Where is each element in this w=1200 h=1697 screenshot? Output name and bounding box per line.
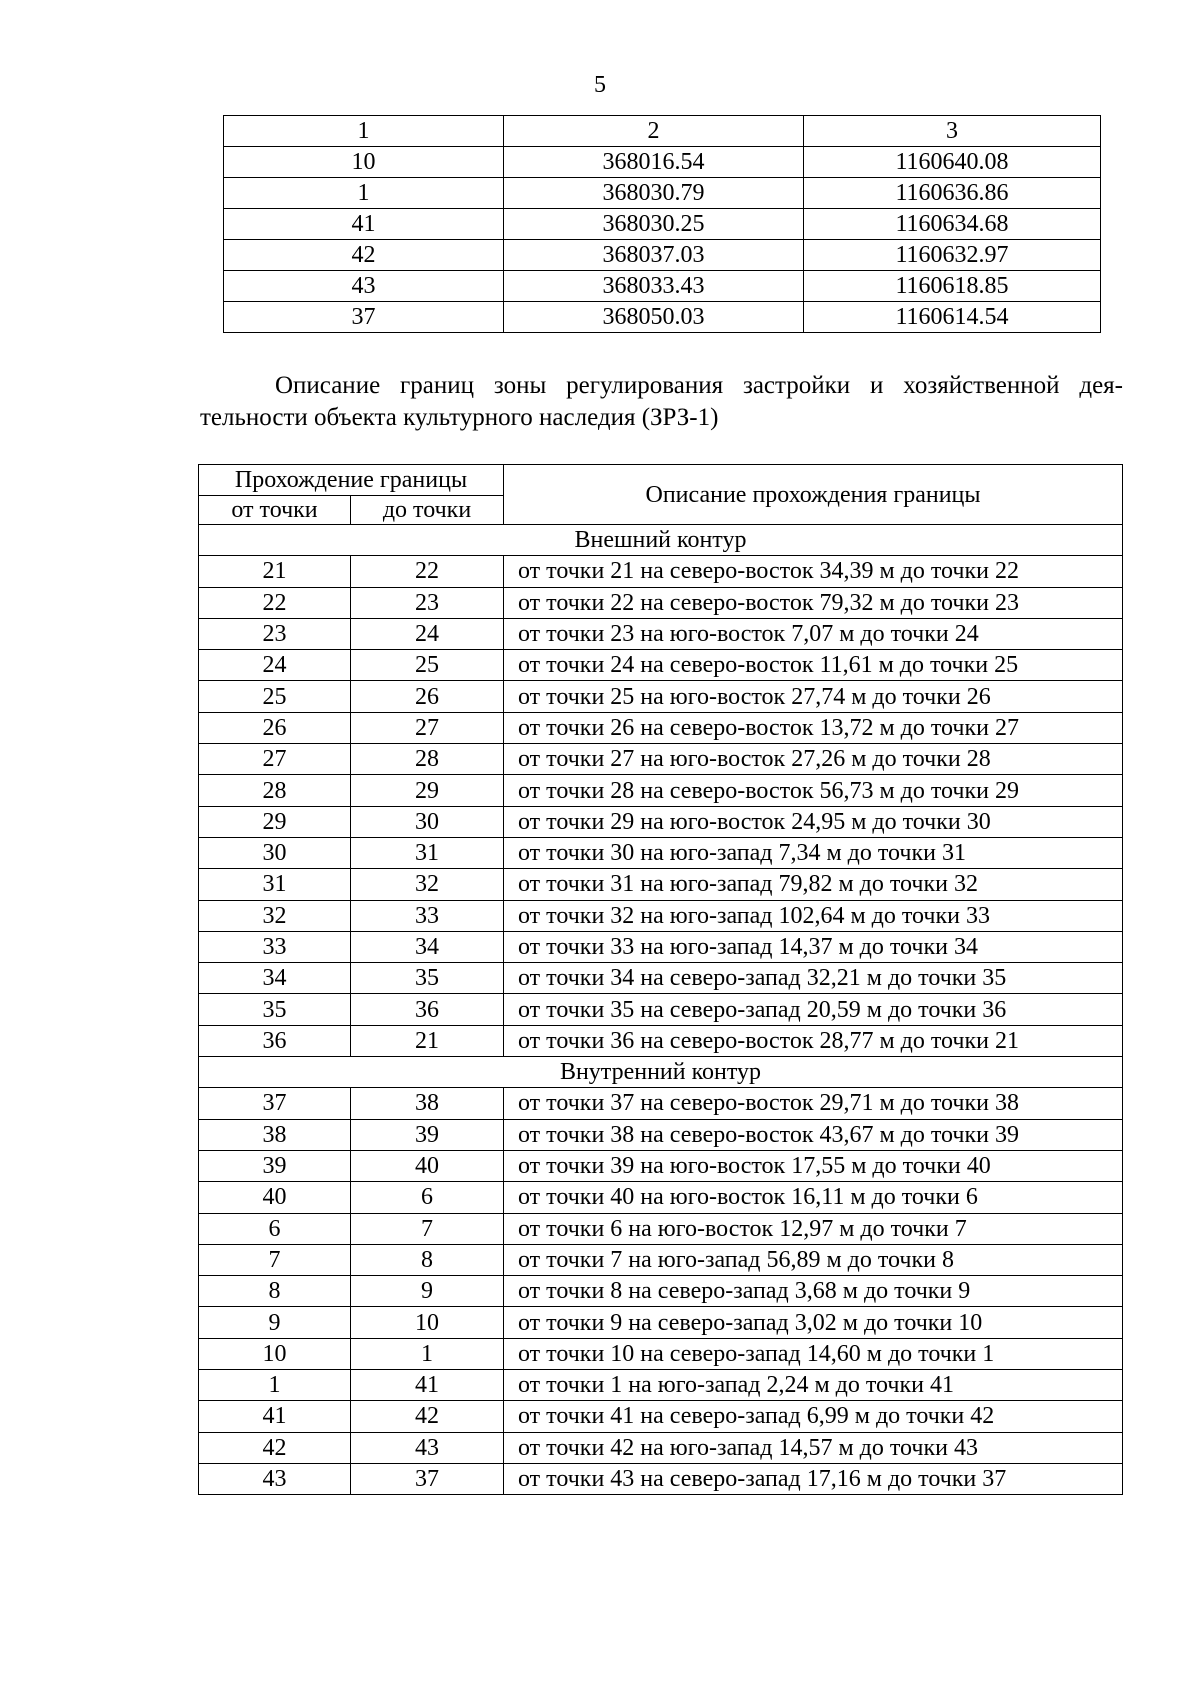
point-number-cell: 41 xyxy=(224,209,504,240)
to-point-cell: 1 xyxy=(351,1338,504,1369)
from-point-cell: 37 xyxy=(199,1088,351,1119)
table-row xyxy=(199,1370,1123,1401)
boundary-description-cell: от точки 22 на северо-восток 79,32 м до точки 23 xyxy=(504,587,1123,618)
to-point-cell: 22 xyxy=(351,556,504,587)
table-row xyxy=(199,1213,1123,1244)
y-coordinate-cell: 1160632.97 xyxy=(804,240,1101,271)
boundary-description-cell: от точки 1 на юго-запад 2,24 м до точки 41 xyxy=(504,1370,1123,1401)
table-row xyxy=(199,744,1123,775)
header-boundary-passage: Прохождение границы xyxy=(199,465,504,496)
header-boundary-description: Описание прохождения границы xyxy=(504,465,1123,525)
to-point-cell: 21 xyxy=(351,1025,504,1056)
from-point-cell: 21 xyxy=(199,556,351,587)
y-coordinate-cell: 1160640.08 xyxy=(804,147,1101,178)
from-point-cell: 31 xyxy=(199,869,351,900)
boundary-description-cell: от точки 25 на юго-восток 27,74 м до точки 26 xyxy=(504,681,1123,712)
from-point-cell: 36 xyxy=(199,1025,351,1056)
boundary-description-cell: от точки 26 на северо-восток 13,72 м до точки 27 xyxy=(504,712,1123,743)
table-row xyxy=(199,931,1123,962)
to-point-cell: 9 xyxy=(351,1276,504,1307)
table-row xyxy=(199,869,1123,900)
boundary-description-cell: от точки 21 на северо-восток 34,39 м до точки 22 xyxy=(504,556,1123,587)
x-coordinate-cell: 368016.54 xyxy=(504,147,804,178)
table-row xyxy=(199,775,1123,806)
table-row xyxy=(199,1307,1123,1338)
table-row xyxy=(199,1119,1123,1150)
boundary-description-cell: от точки 6 на юго-восток 12,97 м до точки 7 xyxy=(504,1213,1123,1244)
table-row xyxy=(199,963,1123,994)
to-point-cell: 10 xyxy=(351,1307,504,1338)
table-row xyxy=(199,1463,1123,1494)
table-row xyxy=(199,1182,1123,1213)
to-point-cell: 30 xyxy=(351,806,504,837)
point-number-cell: 10 xyxy=(224,147,504,178)
from-point-cell: 32 xyxy=(199,900,351,931)
from-point-cell: 22 xyxy=(199,587,351,618)
section-heading xyxy=(200,370,1123,434)
page-number: 5 xyxy=(594,72,606,98)
boundary-description-cell: от точки 36 на северо-восток 28,77 м до точки 21 xyxy=(504,1025,1123,1056)
point-number-cell: 42 xyxy=(224,240,504,271)
table-row xyxy=(199,900,1123,931)
from-point-cell: 6 xyxy=(199,1213,351,1244)
boundary-description-table xyxy=(198,464,1123,1495)
to-point-cell: 27 xyxy=(351,712,504,743)
y-coordinate-cell: 1160614.54 xyxy=(804,302,1101,333)
table-row xyxy=(224,147,1101,178)
table-row xyxy=(224,178,1101,209)
to-point-cell: 38 xyxy=(351,1088,504,1119)
outer-contour-row xyxy=(199,525,1123,556)
table-row xyxy=(199,1025,1123,1056)
y-coordinate-cell: 1160634.68 xyxy=(804,209,1101,240)
table-row xyxy=(199,712,1123,743)
to-point-cell: 33 xyxy=(351,900,504,931)
to-point-cell: 6 xyxy=(351,1182,504,1213)
to-point-cell: 28 xyxy=(351,744,504,775)
x-coordinate-cell: 368050.03 xyxy=(504,302,804,333)
boundary-description-cell: от точки 30 на юго-запад 7,34 м до точки 31 xyxy=(504,837,1123,868)
x-coordinate-cell: 368033.43 xyxy=(504,271,804,302)
from-point-cell: 41 xyxy=(199,1401,351,1432)
table-row xyxy=(224,209,1101,240)
coordinates-table xyxy=(223,115,1101,333)
table-row xyxy=(224,302,1101,333)
boundary-description-cell: от точки 39 на юго-восток 17,55 м до точки 40 xyxy=(504,1150,1123,1181)
to-point-cell: 7 xyxy=(351,1213,504,1244)
table-row xyxy=(199,650,1123,681)
table-row xyxy=(199,1401,1123,1432)
boundary-description-cell: от точки 32 на юго-запад 102,64 м до точки 33 xyxy=(504,900,1123,931)
from-point-cell: 23 xyxy=(199,618,351,649)
from-point-cell: 42 xyxy=(199,1432,351,1463)
boundary-description-cell: от точки 24 на северо-восток 11,61 м до точки 25 xyxy=(504,650,1123,681)
boundary-description-cell: от точки 28 на северо-восток 56,73 м до точки 29 xyxy=(504,775,1123,806)
boundary-description-cell: от точки 23 на юго-восток 7,07 м до точки 24 xyxy=(504,618,1123,649)
boundary-description-cell: от точки 29 на юго-восток 24,95 м до точки 30 xyxy=(504,806,1123,837)
header-from-point: от точки xyxy=(199,496,351,525)
from-point-cell: 38 xyxy=(199,1119,351,1150)
from-point-cell: 10 xyxy=(199,1338,351,1369)
boundary-description-cell: от точки 42 на юго-запад 14,57 м до точки 43 xyxy=(504,1432,1123,1463)
to-point-cell: 32 xyxy=(351,869,504,900)
to-point-cell: 24 xyxy=(351,618,504,649)
table-row xyxy=(199,1244,1123,1275)
point-number-cell: 43 xyxy=(224,271,504,302)
from-point-cell: 26 xyxy=(199,712,351,743)
boundary-description-cell: от точки 43 на северо-запад 17,16 м до точки 37 xyxy=(504,1463,1123,1494)
boundary-description-cell: от точки 33 на юго-запад 14,37 м до точки 34 xyxy=(504,931,1123,962)
boundary-description-cell: от точки 38 на северо-восток 43,67 м до точки 39 xyxy=(504,1119,1123,1150)
boundary-description-cell: от точки 35 на северо-запад 20,59 м до точки 36 xyxy=(504,994,1123,1025)
to-point-cell: 35 xyxy=(351,963,504,994)
from-point-cell: 9 xyxy=(199,1307,351,1338)
from-point-cell: 7 xyxy=(199,1244,351,1275)
to-point-cell: 26 xyxy=(351,681,504,712)
boundary-description-cell: от точки 10 на северо-запад 14,60 м до точки 1 xyxy=(504,1338,1123,1369)
table-row xyxy=(199,618,1123,649)
to-point-cell: 37 xyxy=(351,1463,504,1494)
section-heading-text: Описание границ зоны регулирования застройки и хозяйственной дея-тельности объекта культурного наследия (ЗРЗ-1) xyxy=(200,372,1123,431)
boundary-description-cell: от точки 9 на северо-запад 3,02 м до точки 10 xyxy=(504,1307,1123,1338)
to-point-cell: 39 xyxy=(351,1119,504,1150)
table-row xyxy=(199,681,1123,712)
from-point-cell: 28 xyxy=(199,775,351,806)
x-coordinate-cell: 368030.25 xyxy=(504,209,804,240)
inner-contour-title: Внутренний контур xyxy=(199,1057,1123,1088)
to-point-cell: 40 xyxy=(351,1150,504,1181)
table-row xyxy=(224,271,1101,302)
to-point-cell: 8 xyxy=(351,1244,504,1275)
y-coordinate-cell: 1160618.85 xyxy=(804,271,1101,302)
y-coordinate-cell: 1160636.86 xyxy=(804,178,1101,209)
to-point-cell: 34 xyxy=(351,931,504,962)
boundary-description-cell: от точки 34 на северо-запад 32,21 м до точки 35 xyxy=(504,963,1123,994)
from-point-cell: 30 xyxy=(199,837,351,868)
boundary-description-cell: от точки 31 на юго-запад 79,82 м до точки 32 xyxy=(504,869,1123,900)
table-row xyxy=(199,837,1123,868)
boundary-description-cell: от точки 40 на юго-восток 16,11 м до точки 6 xyxy=(504,1182,1123,1213)
to-point-cell: 23 xyxy=(351,587,504,618)
outer-contour-title: Внешний контур xyxy=(199,525,1123,556)
from-point-cell: 33 xyxy=(199,931,351,962)
from-point-cell: 40 xyxy=(199,1182,351,1213)
from-point-cell: 43 xyxy=(199,1463,351,1494)
table-row xyxy=(224,240,1101,271)
table-row xyxy=(199,1432,1123,1463)
from-point-cell: 27 xyxy=(199,744,351,775)
coordinates-header-row xyxy=(224,116,1101,147)
header-to-point: до точки xyxy=(351,496,504,525)
from-point-cell: 24 xyxy=(199,650,351,681)
table-row xyxy=(199,806,1123,837)
boundary-description-cell: от точки 41 на северо-запад 6,99 м до точки 42 xyxy=(504,1401,1123,1432)
boundary-description-cell: от точки 7 на юго-запад 56,89 м до точки 8 xyxy=(504,1244,1123,1275)
table-row xyxy=(199,587,1123,618)
point-number-cell: 1 xyxy=(224,178,504,209)
to-point-cell: 25 xyxy=(351,650,504,681)
table-row xyxy=(199,1338,1123,1369)
from-point-cell: 1 xyxy=(199,1370,351,1401)
boundary-description-cell: от точки 37 на северо-восток 29,71 м до точки 38 xyxy=(504,1088,1123,1119)
coordinates-header-cell: 3 xyxy=(804,116,1101,147)
to-point-cell: 43 xyxy=(351,1432,504,1463)
x-coordinate-cell: 368030.79 xyxy=(504,178,804,209)
boundary-description-cell: от точки 27 на юго-восток 27,26 м до точки 28 xyxy=(504,744,1123,775)
x-coordinate-cell: 368037.03 xyxy=(504,240,804,271)
from-point-cell: 34 xyxy=(199,963,351,994)
boundary-description-cell: от точки 8 на северо-запад 3,68 м до точки 9 xyxy=(504,1276,1123,1307)
table-row xyxy=(199,1088,1123,1119)
from-point-cell: 35 xyxy=(199,994,351,1025)
table-row xyxy=(199,1276,1123,1307)
to-point-cell: 42 xyxy=(351,1401,504,1432)
table-row xyxy=(199,556,1123,587)
table-row xyxy=(199,994,1123,1025)
table-row xyxy=(199,1150,1123,1181)
to-point-cell: 31 xyxy=(351,837,504,868)
inner-contour-row xyxy=(199,1057,1123,1088)
coordinates-header-cell: 2 xyxy=(504,116,804,147)
from-point-cell: 8 xyxy=(199,1276,351,1307)
point-number-cell: 37 xyxy=(224,302,504,333)
to-point-cell: 29 xyxy=(351,775,504,806)
from-point-cell: 39 xyxy=(199,1150,351,1181)
from-point-cell: 29 xyxy=(199,806,351,837)
from-point-cell: 25 xyxy=(199,681,351,712)
coordinates-header-cell: 1 xyxy=(224,116,504,147)
to-point-cell: 41 xyxy=(351,1370,504,1401)
to-point-cell: 36 xyxy=(351,994,504,1025)
